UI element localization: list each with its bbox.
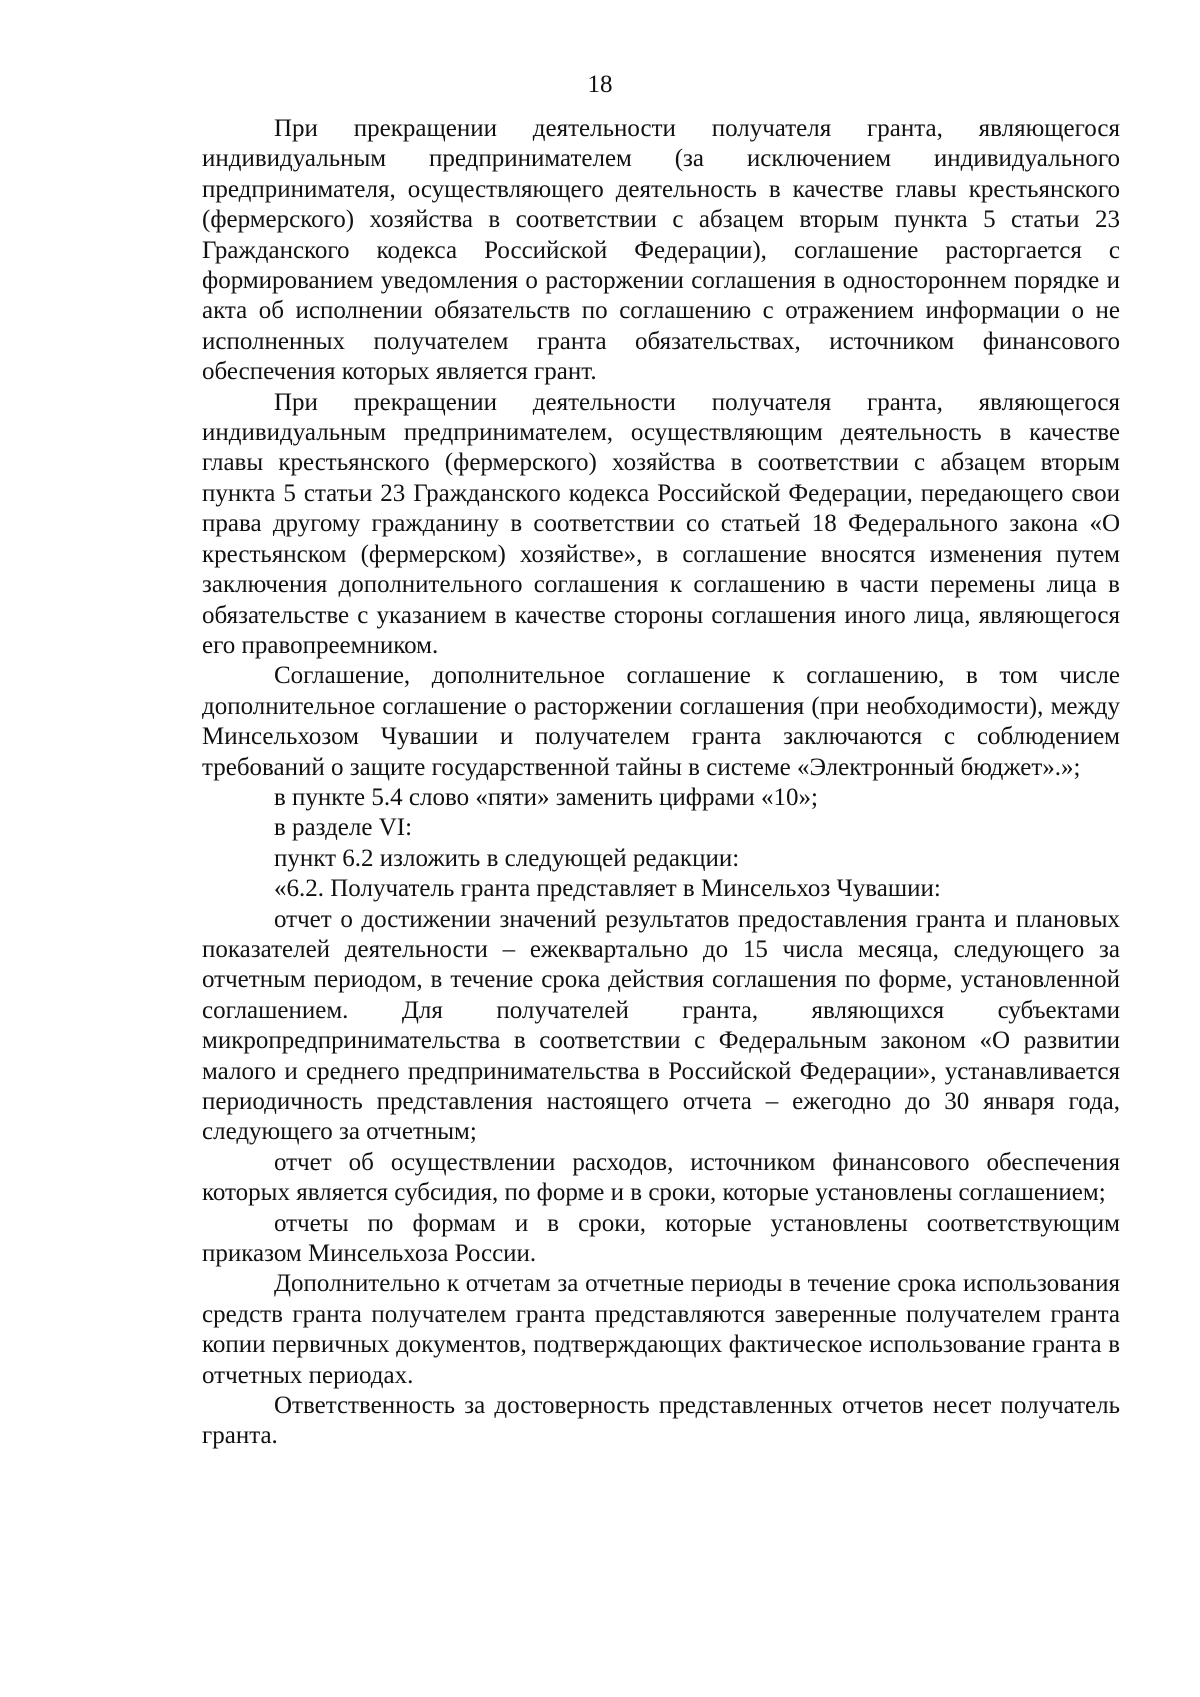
paragraph: пункт 6.2 изложить в следующей редакции: — [274, 844, 740, 872]
paragraph: отчет об осуществлении расходов, источником финансового обеспечения которых является субсидия, по форме и в сроки, которые установлены соглашением; — [202, 1148, 1120, 1207]
paragraph: в разделе VI: — [274, 814, 413, 842]
paragraph: Дополнительно к отчетам за отчетные периоды в течение срока использования средств гранта получателем гранта представляются заверенные получателем гранта копии первичных документов, подтверждающих фактическое использование гранта в отчетных периодах. — [202, 1270, 1120, 1389]
page-number: 18 — [587, 71, 613, 98]
paragraph: отчет о достижении значений результатов предоставления гранта и плановых показателей деятельности – ежеквартально до 15 числа месяца, следующего за отчетным периодом, в течение срока действия соглашения по форме, установленной соглашением. Для получателей гранта, являющихся субъектами микропредпринимательства в соответствии с Федеральным законом «О развитии малого и среднего предпринимательства в Российской Федерации», устанавливается периодичность представления настоящего отчета – ежегодно до 30 января года, следующего за отчетным; — [202, 905, 1120, 1146]
paragraph: При прекращении деятельности получателя гранта, являющегося индивидуальным предпринимателем, осуществляющим деятельность в качестве главы крестьянского (фермерского) хозяйства в соответствии с абзацем вторым пункта 5 статьи 23 Гражданского кодекса Российской Федерации, передающего свои права другому гражданину в соответствии со статьей 18 Федерального закона «О крестьянском (фермерском) хозяйстве», в соглашение вносятся изменения путем заключения дополнительного соглашения к соглашению в части перемены лица в обязательстве с указанием в качестве стороны соглашения иного лица, являющегося его правопреемником. — [202, 388, 1120, 659]
document-body — [202, 114, 1120, 1452]
paragraph: «6.2. Получатель гранта представляет в Минсельхоз Чувашии: — [274, 875, 941, 903]
paragraph: Соглашение, дополнительное соглашение к соглашению, в том числе дополнительное соглашение о расторжении соглашения (при необходимости), между Минсельхозом Чувашии и получателем гранта заключаются с соблюдением требований о защите государственной тайны в системе «Электронный бюджет».»; — [202, 662, 1120, 781]
paragraph: Ответственность за достоверность представленных отчетов несет получатель гранта. — [202, 1392, 1120, 1450]
paragraph: в пункте 5.4 слово «пяти» заменить цифрами «10»; — [274, 783, 818, 811]
paragraph: При прекращении деятельности получателя гранта, являющегося индивидуальным предпринимателем (за исключением индивидуального предпринимателя, осуществляющего деятельность в качестве главы крестьянского (фермерского) хозяйства в соответствии с абзацем вторым пункта 5 статьи 23 Гражданского кодекса Российской Федерации), соглашение расторгается с формированием уведомления о расторжении соглашения в одностороннем порядке и акта об исполнении обязательств по соглашению с отражением информации о не исполненных получателем гранта обязательствах, источником финансового обеспечения которых является грант. — [202, 115, 1120, 386]
paragraph: отчеты по формам и в сроки, которые установлены соответствующим приказом Минсельхоза России. — [202, 1209, 1120, 1268]
